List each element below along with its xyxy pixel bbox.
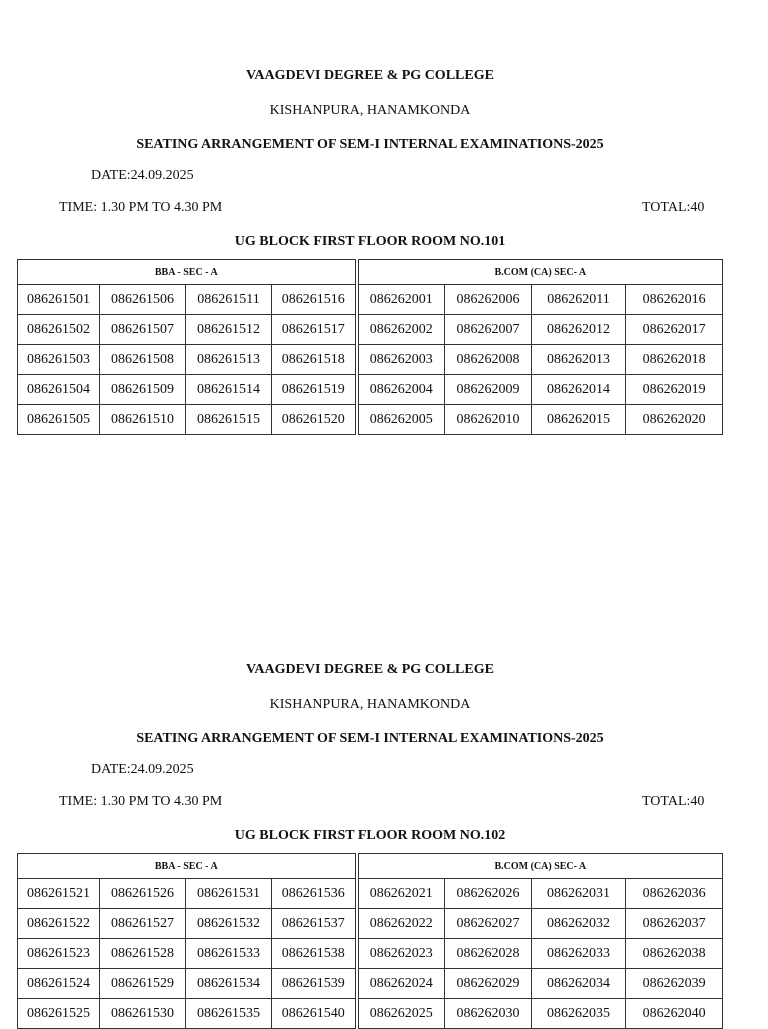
hall-ticket-number: 086262034 (532, 969, 626, 999)
hall-ticket-number: 086262037 (626, 909, 723, 939)
hall-ticket-number: 086261501 (18, 285, 100, 315)
hall-ticket-number: 086261507 (100, 315, 186, 345)
group-label-bba: BBA - SEC - A (18, 854, 357, 879)
hall-ticket-number: 086261525 (18, 999, 100, 1029)
college-location: KISHANPURA, HANAMKONDA (269, 103, 471, 118)
group-label-bcom: B.COM (CA) SEC- A (357, 854, 723, 879)
hall-ticket-number: 086262024 (357, 969, 445, 999)
hall-ticket-number: 086262007 (445, 315, 532, 345)
hall-ticket-number: 086262035 (532, 999, 626, 1029)
hall-ticket-number: 086262010 (445, 405, 532, 435)
room-title: UG BLOCK FIRST FLOOR ROOM NO.102 (234, 828, 506, 843)
table-row (18, 999, 723, 1029)
hall-ticket-number: 086261524 (18, 969, 100, 999)
hall-ticket-number: 086261540 (272, 999, 357, 1029)
hall-ticket-number: 086262011 (532, 285, 626, 315)
hall-ticket-number: 086262036 (626, 879, 723, 909)
group-header-row (18, 854, 723, 879)
hall-ticket-number: 086261510 (100, 405, 186, 435)
hall-ticket-number: 086262003 (357, 345, 445, 375)
hall-ticket-number: 086261521 (18, 879, 100, 909)
hall-ticket-number: 086261515 (186, 405, 272, 435)
hall-ticket-number: 086262019 (626, 375, 723, 405)
hall-ticket-number: 086262038 (626, 939, 723, 969)
hall-ticket-number: 086262028 (445, 939, 532, 969)
hall-ticket-number: 086261526 (100, 879, 186, 909)
exam-time: TIME: 1.30 PM TO 4.30 PM (59, 794, 223, 809)
hall-ticket-number: 086261514 (186, 375, 272, 405)
hall-ticket-number: 086261518 (272, 345, 357, 375)
hall-ticket-number: 086262025 (357, 999, 445, 1029)
hall-ticket-number: 086261532 (186, 909, 272, 939)
table-row (18, 345, 723, 375)
exam-heading: SEATING ARRANGEMENT OF SEM-I INTERNAL EXAMINATIONS-2025 (136, 731, 604, 746)
table-row (18, 939, 723, 969)
hall-ticket-number: 086262039 (626, 969, 723, 999)
seating-table (17, 259, 723, 435)
hall-ticket-number: 086262012 (532, 315, 626, 345)
group-header-row (18, 260, 723, 285)
exam-time: TIME: 1.30 PM TO 4.30 PM (59, 200, 223, 215)
hall-ticket-number: 086262008 (445, 345, 532, 375)
hall-ticket-number: 086262001 (357, 285, 445, 315)
college-location: KISHANPURA, HANAMKONDA (269, 697, 471, 712)
hall-ticket-number: 086261509 (100, 375, 186, 405)
student-total: TOTAL:40 (642, 200, 705, 215)
hall-ticket-number: 086261528 (100, 939, 186, 969)
hall-ticket-number: 086262020 (626, 405, 723, 435)
hall-ticket-number: 086262030 (445, 999, 532, 1029)
hall-ticket-number: 086262040 (626, 999, 723, 1029)
hall-ticket-number: 086262032 (532, 909, 626, 939)
hall-ticket-number: 086262029 (445, 969, 532, 999)
hall-ticket-number: 086261513 (186, 345, 272, 375)
hall-ticket-number: 086261527 (100, 909, 186, 939)
hall-ticket-number: 086262017 (626, 315, 723, 345)
table-row (18, 375, 723, 405)
hall-ticket-number: 086262033 (532, 939, 626, 969)
group-label-bcom: B.COM (CA) SEC- A (357, 260, 723, 285)
hall-ticket-number: 086262014 (532, 375, 626, 405)
college-name: VAAGDEVI DEGREE & PG COLLEGE (246, 662, 494, 677)
room-title: UG BLOCK FIRST FLOOR ROOM NO.101 (234, 234, 506, 249)
hall-ticket-number: 086262002 (357, 315, 445, 345)
exam-date: DATE:24.09.2025 (91, 762, 194, 777)
hall-ticket-number: 086262009 (445, 375, 532, 405)
hall-ticket-number: 086261531 (186, 879, 272, 909)
hall-ticket-number: 086261512 (186, 315, 272, 345)
hall-ticket-number: 086261516 (272, 285, 357, 315)
hall-ticket-number: 086262005 (357, 405, 445, 435)
hall-ticket-number: 086261508 (100, 345, 186, 375)
hall-ticket-number: 086261511 (186, 285, 272, 315)
hall-ticket-number: 086261539 (272, 969, 357, 999)
hall-ticket-number: 086261520 (272, 405, 357, 435)
hall-ticket-number: 086261538 (272, 939, 357, 969)
hall-ticket-number: 086261535 (186, 999, 272, 1029)
hall-ticket-number: 086261517 (272, 315, 357, 345)
hall-ticket-number: 086261506 (100, 285, 186, 315)
hall-ticket-number: 086262006 (445, 285, 532, 315)
hall-ticket-number: 086261519 (272, 375, 357, 405)
exam-date: DATE:24.09.2025 (91, 168, 194, 183)
hall-ticket-number: 086261523 (18, 939, 100, 969)
hall-ticket-number: 086262004 (357, 375, 445, 405)
hall-ticket-number: 086261505 (18, 405, 100, 435)
college-name: VAAGDEVI DEGREE & PG COLLEGE (246, 68, 494, 83)
hall-ticket-number: 086261530 (100, 999, 186, 1029)
hall-ticket-number: 086261534 (186, 969, 272, 999)
hall-ticket-number: 086262016 (626, 285, 723, 315)
hall-ticket-number: 086262021 (357, 879, 445, 909)
hall-ticket-number: 086261503 (18, 345, 100, 375)
hall-ticket-number: 086262013 (532, 345, 626, 375)
table-row (18, 879, 723, 909)
hall-ticket-number: 086262026 (445, 879, 532, 909)
hall-ticket-number: 086262022 (357, 909, 445, 939)
hall-ticket-number: 086262027 (445, 909, 532, 939)
exam-heading: SEATING ARRANGEMENT OF SEM-I INTERNAL EXAMINATIONS-2025 (136, 137, 604, 152)
table-row (18, 405, 723, 435)
student-total: TOTAL:40 (642, 794, 705, 809)
hall-ticket-number: 086261502 (18, 315, 100, 345)
seating-table (17, 853, 723, 1029)
hall-ticket-number: 086262031 (532, 879, 626, 909)
hall-ticket-number: 086261536 (272, 879, 357, 909)
table-row (18, 909, 723, 939)
table-row (18, 285, 723, 315)
hall-ticket-number: 086261537 (272, 909, 357, 939)
hall-ticket-number: 086261529 (100, 969, 186, 999)
hall-ticket-number: 086261504 (18, 375, 100, 405)
table-row (18, 315, 723, 345)
hall-ticket-number: 086262015 (532, 405, 626, 435)
hall-ticket-number: 086262018 (626, 345, 723, 375)
table-row (18, 969, 723, 999)
hall-ticket-number: 086261522 (18, 909, 100, 939)
hall-ticket-number: 086262023 (357, 939, 445, 969)
group-label-bba: BBA - SEC - A (18, 260, 357, 285)
hall-ticket-number: 086261533 (186, 939, 272, 969)
